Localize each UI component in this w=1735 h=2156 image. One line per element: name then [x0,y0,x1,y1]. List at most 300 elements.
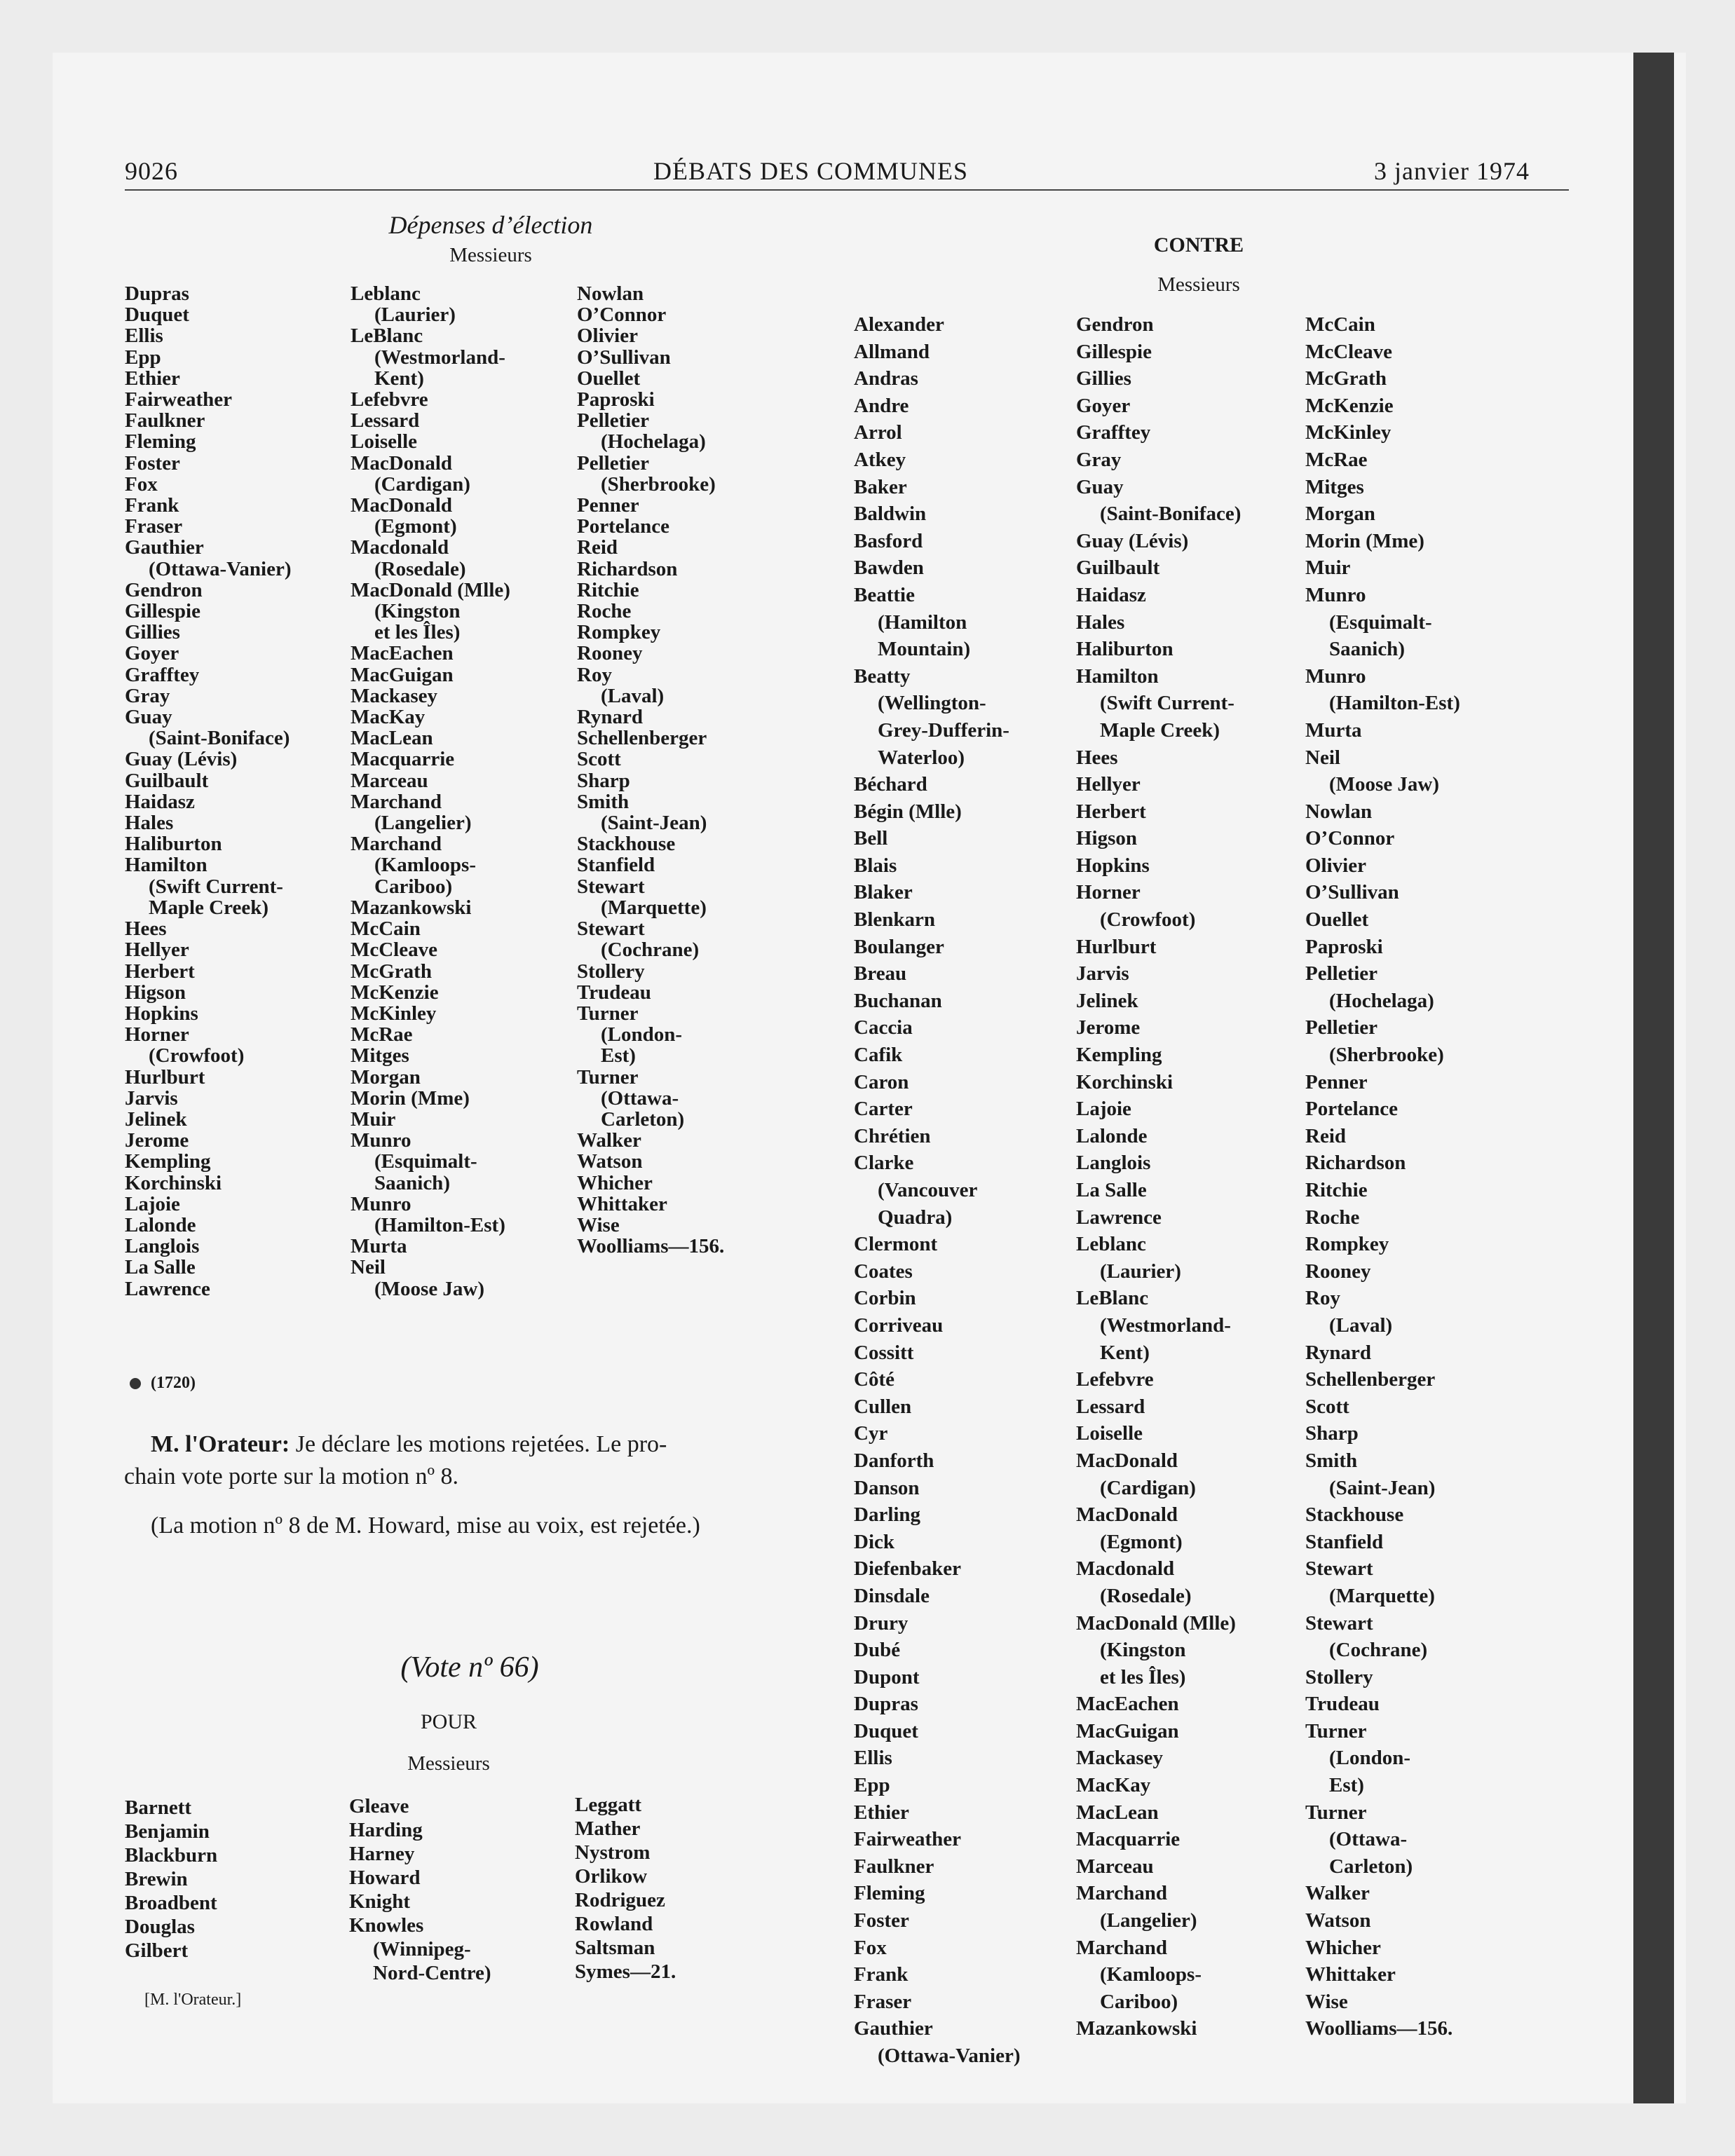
list-item: Dupras [125,282,189,305]
list-item: Morgan [351,1065,421,1089]
list-item: (Laval) [601,684,665,707]
list-item: Dinsdale [854,1584,930,1607]
list-item: Penner [1305,1070,1368,1093]
list-item: Macquarrie [1076,1828,1181,1851]
list-item: Goyer [1076,394,1131,417]
list-item: Lajoie [125,1192,180,1215]
list-item: Haidasz [1076,583,1146,606]
list-item: Douglas [125,1916,195,1938]
list-item: MacDonald [1076,1503,1178,1527]
list-item: MacDonald (Mlle) [1076,1611,1236,1635]
list-item: Penner [577,494,639,517]
list-item: (London- [1329,1747,1411,1770]
list-item: (Sherbrooke) [601,472,716,496]
list-item: Horner [1076,881,1141,904]
list-item: MacGuigan [351,663,454,686]
list-item: O’Connor [577,303,667,327]
list-item: (Laval) [1329,1314,1393,1337]
list-item: Haliburton [1076,638,1173,661]
list-item: Wise [1305,1990,1348,2013]
list-item: Woolliams—156. [577,1235,725,1258]
list-item: Fairweather [854,1828,961,1851]
list-item: Béchard [854,773,927,796]
list-item: Mackasey [1076,1747,1164,1770]
list-item: La Salle [125,1256,196,1279]
list-item: Jelinek [125,1107,187,1131]
list-item: Roche [577,600,632,623]
list-item: Walker [577,1129,641,1152]
list-item: Danson [854,1476,920,1499]
list-item: Langlois [125,1235,200,1258]
list-item: Nord-Centre) [373,1962,491,1984]
list-item: Turner [1305,1719,1367,1742]
list-item: Scott [577,748,621,771]
list-item: Murta [351,1235,407,1258]
list-item: Frank [125,494,179,517]
list-item: Gillespie [125,600,200,623]
list-item: Cariboo) [1100,1990,1178,2013]
list-item: Fraser [125,515,183,538]
list-item: MacLean [1076,1801,1159,1824]
list-item: Pelletier [577,409,650,432]
list-item: Herbert [1076,800,1146,823]
list-item: Roche [1305,1206,1360,1229]
list-item: Hellyer [1076,773,1141,796]
list-item: Foster [854,1909,909,1932]
list-item: Symes—21. [575,1960,676,1983]
list-item: Guilbault [1076,557,1160,580]
list-item: (Kamloops- [374,854,476,877]
list-item: O’Sullivan [1305,881,1399,904]
speaker-name: M. l'Orateur: [151,1431,290,1457]
list-item: MacKay [1076,1774,1151,1797]
list-item: Fraser [854,1990,912,2013]
list-item: Darling [854,1503,921,1527]
header-rule [125,189,1569,191]
list-item: Gillies [125,621,180,644]
list-item: (Laurier) [1100,1260,1181,1283]
list-item: Lalonde [1076,1124,1148,1147]
pour-name-column-1 [125,1796,217,1963]
list-item: Broadbent [125,1892,217,1914]
list-item: Mitges [351,1044,409,1067]
list-item: Baldwin [854,503,927,526]
list-item: Breau [854,962,907,985]
list-item: (Saint-Boniface) [1100,503,1241,526]
list-item: Mazankowski [1076,2017,1197,2040]
list-item: Richardson [1305,1152,1406,1175]
list-item: (Hamilton-Est) [1329,692,1460,715]
list-item: Hamilton [1076,664,1159,688]
list-item: Schellenberger [577,727,707,750]
list-item: Neil [351,1256,386,1279]
list-item: Gendron [1076,313,1154,336]
list-item: Clarke [854,1152,914,1175]
list-item: Lefebvre [1076,1368,1154,1391]
list-item: Rooney [1305,1260,1371,1283]
list-item: Woolliams—156. [1305,2017,1453,2040]
list-item: Knowles [349,1914,424,1937]
list-item: MacDonald [351,494,452,517]
list-item: Dupras [854,1693,918,1716]
list-item: Gauthier [854,2017,933,2040]
list-item: (Wellington- [878,692,986,715]
list-item: Danforth [854,1449,934,1472]
list-item: Saltsman [575,1937,655,1959]
list-item: Kempling [125,1150,211,1173]
list-item: Loiselle [351,430,418,453]
list-item: Reid [577,536,618,559]
list-item: Gray [125,684,170,707]
list-item: Diefenbaker [854,1557,962,1581]
list-item: (Esquimalt- [374,1150,477,1173]
list-item: (Moose Jaw) [374,1277,485,1300]
list-item: Turner [1305,1801,1367,1824]
list-item: Whittaker [577,1192,667,1215]
list-item: Est) [601,1044,636,1067]
list-item: Rompkey [1305,1233,1389,1256]
list-item: Macdonald [1076,1557,1175,1581]
time-marker [130,1374,196,1393]
list-item: (Cardigan) [374,472,470,496]
list-item: Portelance [577,515,670,538]
contre-messieurs-label: Messieurs [1157,273,1240,296]
list-item: Macquarrie [351,748,455,771]
list-item: Bégin (Mlle) [854,800,962,823]
list-item: Lessard [351,409,420,432]
list-item: Fleming [125,430,196,453]
list-item: Lefebvre [351,388,428,411]
list-item: Cullen [854,1395,912,1418]
contre-heading: CONTRE [1153,233,1244,257]
list-item: Portelance [1305,1098,1399,1121]
list-item: Frank [854,1963,909,1986]
list-item: (Crowfoot) [1100,908,1196,932]
list-item: Gleave [349,1795,409,1817]
scan-edge-bar [1633,53,1674,2103]
list-item: Epp [125,346,161,369]
list-item: Smith [1305,1449,1358,1472]
list-item: Blackburn [125,1844,218,1867]
contre-name-column-2 [1076,311,1241,2042]
list-item: Murta [1305,718,1362,742]
list-item: Rooney [577,642,643,665]
list-item: Hales [1076,610,1125,634]
list-item: Stollery [577,960,645,983]
list-item: Gillespie [1076,340,1152,363]
top-name-column-3 [577,283,724,1257]
list-item: Stanfield [1305,1530,1384,1553]
list-item: Hees [1076,746,1118,769]
list-item: Benjamin [125,1820,210,1843]
list-item: Foster [125,451,180,475]
list-item: Carleton) [601,1107,685,1131]
speech-line-2: chain vote porte sur la motion nº 8. [124,1464,458,1489]
list-item: Dubé [854,1639,901,1662]
top-name-column-1 [125,283,292,1299]
list-item: Arrol [854,421,902,444]
list-item: Orlikow [575,1865,648,1888]
list-item: Mackasey [351,684,438,707]
list-item: Alexander [854,313,944,336]
list-item: Dupont [854,1665,920,1688]
list-item: Hamilton [125,854,207,877]
list-item: Saanich) [1329,638,1405,661]
list-item: Atkey [854,448,906,471]
list-item: Ouellet [577,367,641,390]
list-item: McKinley [351,1002,437,1025]
list-item: (Hamilton-Est) [374,1213,505,1236]
list-item: Grafftey [125,663,200,686]
list-item: Faulkner [854,1855,934,1878]
list-item: Faulkner [125,409,205,432]
list-item: Guay [125,706,172,729]
pour-name-column-3 [575,1793,676,1984]
list-item: Lalonde [125,1213,196,1236]
list-item: Whicher [577,1171,653,1194]
list-item: (Cochrane) [1329,1639,1428,1662]
list-item: Loiselle [1076,1422,1143,1445]
list-item: Bawden [854,557,924,580]
list-item: Stewart [577,875,645,898]
list-item: Smith [577,790,630,813]
list-item: Blais [854,854,897,877]
list-item: Blenkarn [854,908,936,932]
list-item: (Ottawa-Vanier) [149,557,292,580]
list-item: Richardson [577,557,678,580]
list-item: MacDonald (Mlle) [351,578,510,601]
list-item: Watson [577,1150,643,1173]
list-item: Drury [854,1611,909,1635]
list-item: (Swift Current- [149,875,283,898]
list-item: (Kamloops- [1100,1963,1202,1986]
list-item: Beatty [854,664,911,688]
section-subtitle: Dépenses d’élection [388,211,593,239]
list-item: Haidasz [125,790,195,813]
list-item: Kent) [374,367,424,390]
page-title: DÉBATS DES COMMUNES [653,157,969,185]
list-item: Coates [854,1260,913,1283]
list-item: Higson [1076,827,1138,850]
list-item: Guay (Lévis) [125,748,238,771]
list-item: Ouellet [1305,908,1369,932]
list-item: Morgan [1305,503,1375,526]
list-item: Stewart [577,917,645,941]
list-item: Leblanc [1076,1233,1146,1256]
list-item: Marchand [1076,1882,1167,1905]
list-item: Fairweather [125,388,232,411]
list-item: Knight [349,1890,411,1913]
list-item: Hurlburt [125,1065,205,1089]
list-item: (Egmont) [1100,1530,1183,1553]
list-item: Hellyer [125,939,189,962]
list-item: McKenzie [1305,394,1394,417]
list-item: Olivier [1305,854,1366,877]
list-item: Hopkins [1076,854,1150,877]
list-item: Mazankowski [351,896,472,919]
list-item: Munro [1305,583,1366,606]
list-item: Ethier [854,1801,909,1824]
list-item: Stollery [1305,1665,1373,1688]
list-item: Nystrom [575,1841,651,1864]
list-item: (Ottawa-Vanier) [878,2045,1021,2067]
list-item: Fleming [854,1882,925,1905]
footer-note: [M. l'Orateur.] [144,1991,242,2009]
list-item: Mather [575,1817,641,1840]
list-item: Jerome [125,1129,189,1152]
list-item: (Cardigan) [1100,1476,1196,1499]
list-item: Leblanc [351,282,421,305]
list-item: Gilbert [125,1939,189,1962]
list-item: (Rosedale) [1100,1584,1192,1607]
list-item: Cariboo) [374,875,453,898]
list-item: Trudeau [577,981,651,1004]
list-item: (Cochrane) [601,939,700,962]
list-item: Basford [854,529,923,552]
list-item: (Egmont) [374,515,457,538]
list-item: (Crowfoot) [149,1044,245,1067]
list-item: Jelinek [1076,989,1138,1012]
list-item: McCain [1305,313,1375,336]
list-item: Côté [854,1368,894,1391]
list-item: Boulanger [854,935,944,958]
list-item: Gillies [1076,367,1131,390]
list-item: MacEachen [351,642,454,665]
list-item: Hurlburt [1076,935,1157,958]
list-item: Marchand [351,833,442,856]
list-item: Roy [1305,1287,1340,1310]
list-item: Bell [854,827,888,850]
list-item: Nowlan [1305,800,1373,823]
pour-heading: POUR [420,1710,477,1733]
list-item: Cyr [854,1422,888,1445]
list-item: Ellis [854,1747,892,1770]
list-item: Harding [349,1819,423,1841]
list-item: Guay [1076,475,1124,498]
list-item: Guilbault [125,769,209,792]
list-item: Chrétien [854,1124,931,1147]
list-item: McGrath [351,960,432,983]
list-item: Nowlan [577,282,644,305]
list-item: Andre [854,394,909,417]
list-item: Buchanan [854,989,942,1012]
list-item: Horner [125,1023,189,1046]
list-item: Mitges [1305,475,1364,498]
list-item: Jerome [1076,1016,1141,1039]
list-item: Dick [854,1530,894,1553]
list-item: Muir [351,1107,396,1131]
list-item: Grafftey [1076,421,1151,444]
list-item: McKinley [1305,421,1392,444]
list-item: Reid [1305,1124,1346,1147]
page-date: 3 janvier 1974 [1374,157,1530,185]
list-item: MacEachen [1076,1693,1179,1716]
list-item: Carter [854,1098,913,1121]
list-item: Kent) [1100,1341,1150,1364]
list-item: Hopkins [125,1002,198,1025]
time-marker-text: (1720) [151,1374,196,1392]
list-item: Stackhouse [577,833,676,856]
list-item: Scott [1305,1395,1349,1418]
list-item: MacDonald [351,451,452,475]
list-item: (Rosedale) [374,557,466,580]
list-item: Ritchie [1305,1179,1368,1201]
list-item: Wise [577,1213,620,1236]
list-item: Muir [1305,557,1351,580]
list-item: Howard [349,1867,421,1889]
list-item: Grey-Dufferin- [878,718,1009,742]
list-item: Roy [577,663,612,686]
list-item: Watson [1305,1909,1371,1932]
list-item: (Esquimalt- [1329,610,1432,634]
list-item: Fox [854,1936,887,1959]
list-item: et les Îles) [374,621,461,644]
list-item: (Marquette) [1329,1584,1435,1607]
list-item: Saanich) [374,1171,450,1194]
list-item: Rowland [575,1913,653,1935]
list-item: (London- [601,1023,683,1046]
list-item: Caron [854,1070,909,1093]
list-item: (Hochelaga) [1329,989,1434,1012]
list-item: McCain [351,917,421,941]
list-item: Lajoie [1076,1098,1131,1121]
list-item: Pelletier [1305,1016,1378,1039]
list-item: Brewin [125,1868,188,1890]
list-item: Andras [854,367,918,390]
list-item: (Ottawa- [601,1086,679,1110]
bullet-icon [130,1378,141,1389]
list-item: McRae [1305,448,1368,471]
list-item: (Laurier) [374,303,456,327]
list-item: Stanfield [577,854,655,877]
list-item: Rynard [577,706,644,729]
list-item: (Vancouver [878,1179,978,1201]
list-item: (Sherbrooke) [1329,1044,1444,1067]
list-item: O’Connor [1305,827,1395,850]
contre-name-column-1 [854,311,1021,2070]
list-item: Olivier [577,325,638,348]
list-item: McCleave [1305,340,1392,363]
list-item: (Hamilton [878,610,967,634]
list-item: Munro [351,1192,411,1215]
list-item: (Westmorland- [374,346,505,369]
list-item: McCleave [351,939,437,962]
list-item: Cafik [854,1044,903,1067]
list-item: Ellis [125,325,163,348]
list-item: MacLean [351,727,433,750]
list-item: (Westmorland- [1100,1314,1231,1337]
list-item: Baker [854,475,907,498]
list-item: Schellenberger [1305,1368,1436,1391]
list-item: Whicher [1305,1936,1381,1959]
list-item: Stewart [1305,1557,1373,1581]
page-number: 9026 [125,157,178,185]
list-item: Carleton) [1329,1855,1413,1878]
list-item: MacDonald [1076,1449,1178,1472]
list-item: Corbin [854,1287,916,1310]
list-item: McRae [351,1023,413,1046]
list-item: Langlois [1076,1152,1151,1175]
list-item: Marceau [1076,1855,1154,1878]
list-item: Korchinski [125,1171,222,1194]
list-item: Neil [1305,746,1340,769]
list-item: Quadra) [878,1206,953,1229]
list-item: Rodriguez [575,1889,665,1911]
list-item: Corriveau [854,1314,944,1337]
list-item: Walker [1305,1882,1370,1905]
list-item: Hees [125,917,167,941]
speech-paragraph [124,1428,817,1493]
